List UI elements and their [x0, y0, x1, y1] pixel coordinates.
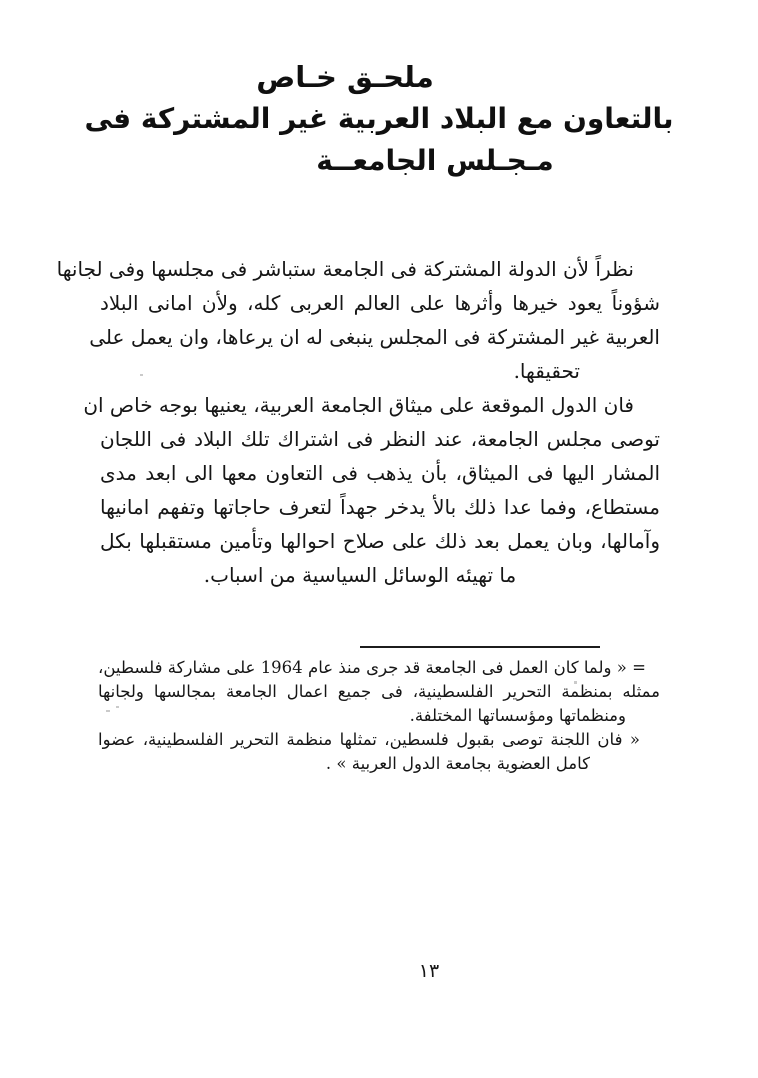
footnote-line-2: ممثله بمنظمة التحرير الفلسطينية، فى جميع اعمال الجامعة بمجالسها ولجانها	[98, 682, 660, 701]
footnote-line-1: = « ولما كان العمل فى الجامعة قد جرى منذ عام 1964 على مشاركة فلسطين،	[98, 658, 646, 677]
title-line-3: مـجـلس الجامعــة	[316, 144, 554, 177]
title-block	[80, 56, 678, 182]
paragraph-1	[56, 252, 660, 388]
paragraph-2-line-4: مستطاع، وفما عدا ذلك بالأ يدخر جهداً لتعرف حاجاتها وتفهم امانيها	[100, 495, 660, 519]
paragraph-2-line-2: توصى مجلس الجامعة، عند النظر فى اشتراك تلك البلاد فى اللجان	[100, 427, 660, 451]
page-number: ١٣	[418, 960, 440, 982]
footnote	[98, 656, 660, 776]
title-line-1: ملحـق خـاص	[256, 60, 434, 94]
paragraph-2	[83, 388, 660, 592]
paragraph-2-line-5: وآمالها، وبان يعمل بعد ذلك على صلاح احوالها وتأمين مستقبلها بكل	[100, 529, 660, 553]
scan-speck	[106, 710, 110, 712]
scan-speck	[574, 681, 577, 684]
paragraph-1-line-3: العربية غير المشتركة فى المجلس ينبغى له ان يرعاها، وان يعمل على	[89, 325, 660, 349]
footnote-line-4: « فان اللجنة توصى بقبول فلسطين، تمثلها منظمة التحرير الفلسطينية، عضوا	[98, 730, 640, 749]
footnote-line-5: كامل العضوية بجامعة الدول العربية » .	[325, 754, 590, 773]
paragraph-2-line-6: ما تهيئه الوسائل السياسية من اسباب.	[203, 563, 517, 587]
title-line-2: بالتعاون مع البلاد العربية غير المشتركة فى	[84, 102, 674, 135]
scan-speck	[116, 706, 119, 708]
paragraph-2-line-3: المشار اليها فى الميثاق، بأن يذهب فى التعاون معها الى ابعد مدى	[100, 461, 660, 485]
footnote-line-3: ومنظماتها ومؤسساتها المختلفة.	[409, 706, 626, 725]
footnote-separator	[360, 646, 600, 648]
paragraph-1-line-4: تحقيقها.	[513, 359, 580, 383]
paragraph-2-line-1: فان الدول الموقعة على ميثاق الجامعة العربية، يعنيها بوجه خاص ان	[83, 393, 634, 417]
paragraph-1-line-2: شؤوناً يعود خيرها وأثرها على العالم العربى كله، ولأن امانى البلاد	[100, 291, 660, 315]
paragraph-1-line-1: نظراً لأن الدولة المشتركة فى الجامعة ستباشر فى مجلسها وفى لجانها	[56, 257, 634, 281]
scan-speck	[140, 374, 143, 376]
main-text	[56, 252, 660, 592]
